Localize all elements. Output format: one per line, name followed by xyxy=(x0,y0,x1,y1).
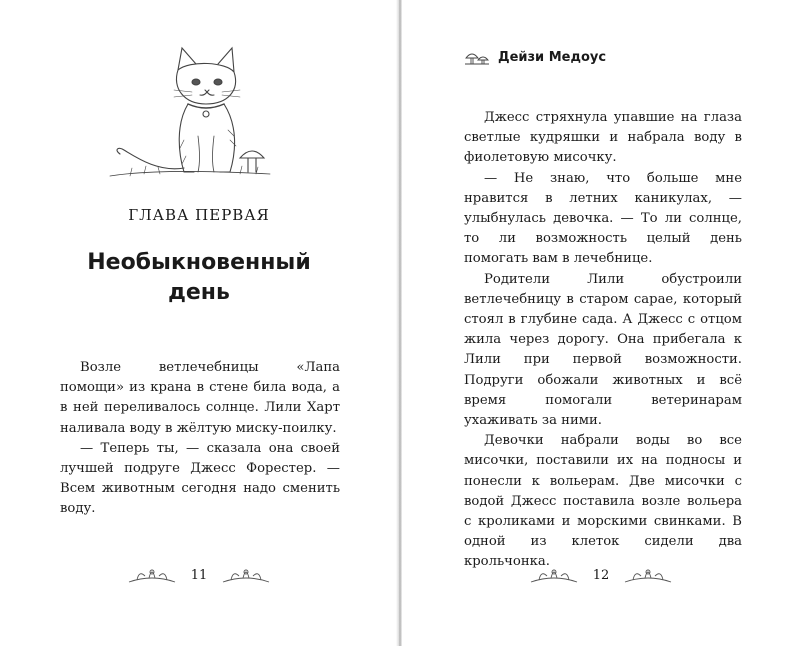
page-number: 12 xyxy=(592,567,610,583)
paragraph: Девочки набрали воды во все мисочки, поставили их на подносы и понесли к вольерам. Две мисочки с водой Джесс поставила возле вольера с кроликами и морскими свинками. В одной из клеток сидели два крольчонка. xyxy=(464,433,742,570)
paragraph: Родители Лили обустроили ветлечебницу в старом сарае, который стоял в глубине сада. А Джесс с отцом жила через дорогу. Она прибегала к Лили при первой возможности. Подруги обожали животных и всё время помогали ветеринарам ухаживать за ними. xyxy=(464,271,742,429)
floral-ornament-icon xyxy=(127,564,177,586)
chapter-label: ГЛАВА ПЕРВАЯ xyxy=(128,206,270,224)
author-name: Дейзи Медоус xyxy=(498,49,607,65)
cat-illustration xyxy=(100,40,280,190)
left-page-footer xyxy=(0,564,398,586)
right-page xyxy=(402,0,800,646)
running-head xyxy=(464,48,606,66)
chapter-title-line1: Необыкновенный xyxy=(87,250,311,275)
paragraph: — Теперь ты, — сказала она своей лучшей подруге Джесс Форестер. — Всем животным сегодня надо сменить воду. xyxy=(60,440,340,517)
floral-ornament-icon xyxy=(221,564,271,586)
floral-ornament-icon xyxy=(529,564,579,586)
mushroom-ornament-icon xyxy=(464,48,490,66)
floral-ornament-icon xyxy=(623,564,673,586)
paragraph: — Не знаю, что больше мне нравится в летних каникулах, — улыбнулась девочка. — То ли солнце, то ли возможность целый день помогать вам в лечебнице. xyxy=(464,170,742,267)
left-page xyxy=(0,0,398,646)
page-number: 11 xyxy=(190,567,208,583)
right-page-footer xyxy=(402,564,800,586)
right-page-text xyxy=(464,108,742,573)
paragraph: Возле ветлечебницы «Лапа помощи» из крана в стене била вода, а в ней переливалось солнце. Лили Харт наливала воду в жёлтую миску-поилку. xyxy=(60,360,340,436)
left-page-text xyxy=(60,358,340,520)
paragraph: Джесс стряхнула упавшие на глаза светлые кудряшки и набрала воду в фиолетовую мисочку. xyxy=(464,110,742,166)
chapter-title xyxy=(40,248,358,308)
chapter-title-line2: день xyxy=(168,280,230,305)
